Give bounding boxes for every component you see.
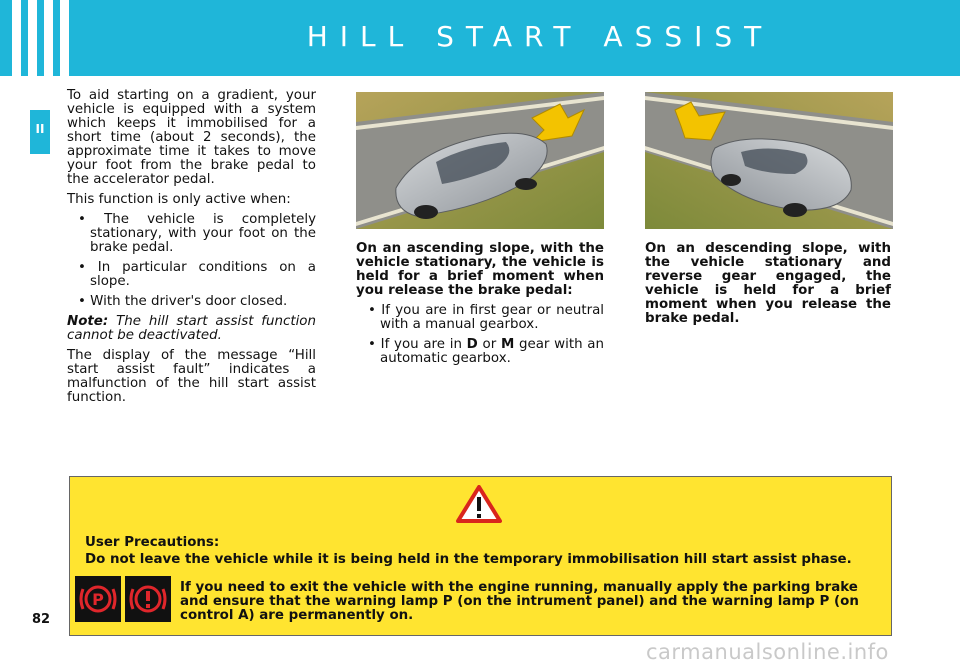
page-header (0, 0, 960, 76)
svg-text:P: P (92, 590, 104, 609)
gear-bullet: • If you are in D or M gear with an automatic gearbox. (368, 337, 604, 366)
section-tab-label: II (35, 122, 45, 136)
car-descending-slope-illustration (645, 92, 893, 229)
precautions-heading: User Precautions: (85, 535, 220, 550)
precautions-line2: If you need to exit the vehicle with the engine running, manually apply the parking brake and ensure that the warning lamp P (on the intrument panel) and the warning lamp P (on control A) are permanently on. (180, 580, 859, 623)
descending-heading: On an descending slope, with the vehicle stationary and reverse gear engaged, the vehicle is held for a brief moment when you release the brake pedal. (645, 241, 891, 326)
gear-bullet-text: If you are in first gear or neutral with a manual gearbox. (380, 303, 604, 332)
gear-bullet-pre: If you are in (380, 337, 467, 352)
precautions-line1: Do not leave the vehicle while it is being held in the temporary immobilisation hill start assist phase. (85, 552, 852, 567)
warning-triangle-icon (456, 485, 502, 523)
page-number: 82 (32, 612, 51, 627)
descending-column (645, 242, 891, 332)
gear-or-text: or (477, 337, 501, 352)
note-paragraph (67, 315, 316, 343)
gear-m-label: M (500, 337, 515, 352)
gear-bullet-post: gear with an automatic gearbox. (380, 337, 604, 366)
gear-d-label: D (466, 337, 478, 352)
condition-bullet: • With the driver's door closed. (78, 294, 288, 309)
gear-bullet: • If you are in first gear or neutral with a manual gearbox. (368, 303, 604, 332)
active-when-text: This function is only active when: (67, 192, 291, 207)
header-stripes (12, 0, 69, 76)
note-label: Note: (67, 314, 109, 329)
brake-warning-lamp-icon (125, 576, 171, 622)
parking-brake-p-lamp-icon (75, 576, 121, 622)
fault-paragraph: The display of the message “Hill start assist fault” indicates a malfunction of the hill start assist function. (67, 348, 316, 405)
ascending-heading: On an ascending slope, with the vehicle stationary, the vehicle is held for a brief moment when you release the brake pedal: (356, 241, 604, 298)
condition-bullet-text: In particular conditions on a slope. (90, 260, 317, 289)
page-title: HILL START ASSIST (306, 20, 774, 53)
condition-bullet: • The vehicle is completely stationary, with your foot on the brake pedal. (78, 212, 316, 255)
condition-bullet: • In particular conditions on a slope. (78, 260, 317, 289)
condition-bullet-text: The vehicle is completely stationary, with your foot on the brake pedal. (90, 212, 316, 255)
car-ascending-slope-illustration (356, 92, 604, 229)
note-text: The hill start assist function cannot be deactivated. (67, 314, 316, 343)
ascending-column (356, 242, 604, 372)
intro-column (67, 89, 316, 411)
condition-bullet-text: With the driver's door closed. (90, 294, 288, 309)
watermark: carmanualsonline.info (646, 640, 889, 663)
intro-paragraph: To aid starting on a gradient, your vehicle is equipped with a system which keeps it immobilised for a short time (about 2 seconds), the approximate time it takes to move your foot from the brake pedal to the accelerator pedal. (67, 88, 316, 187)
